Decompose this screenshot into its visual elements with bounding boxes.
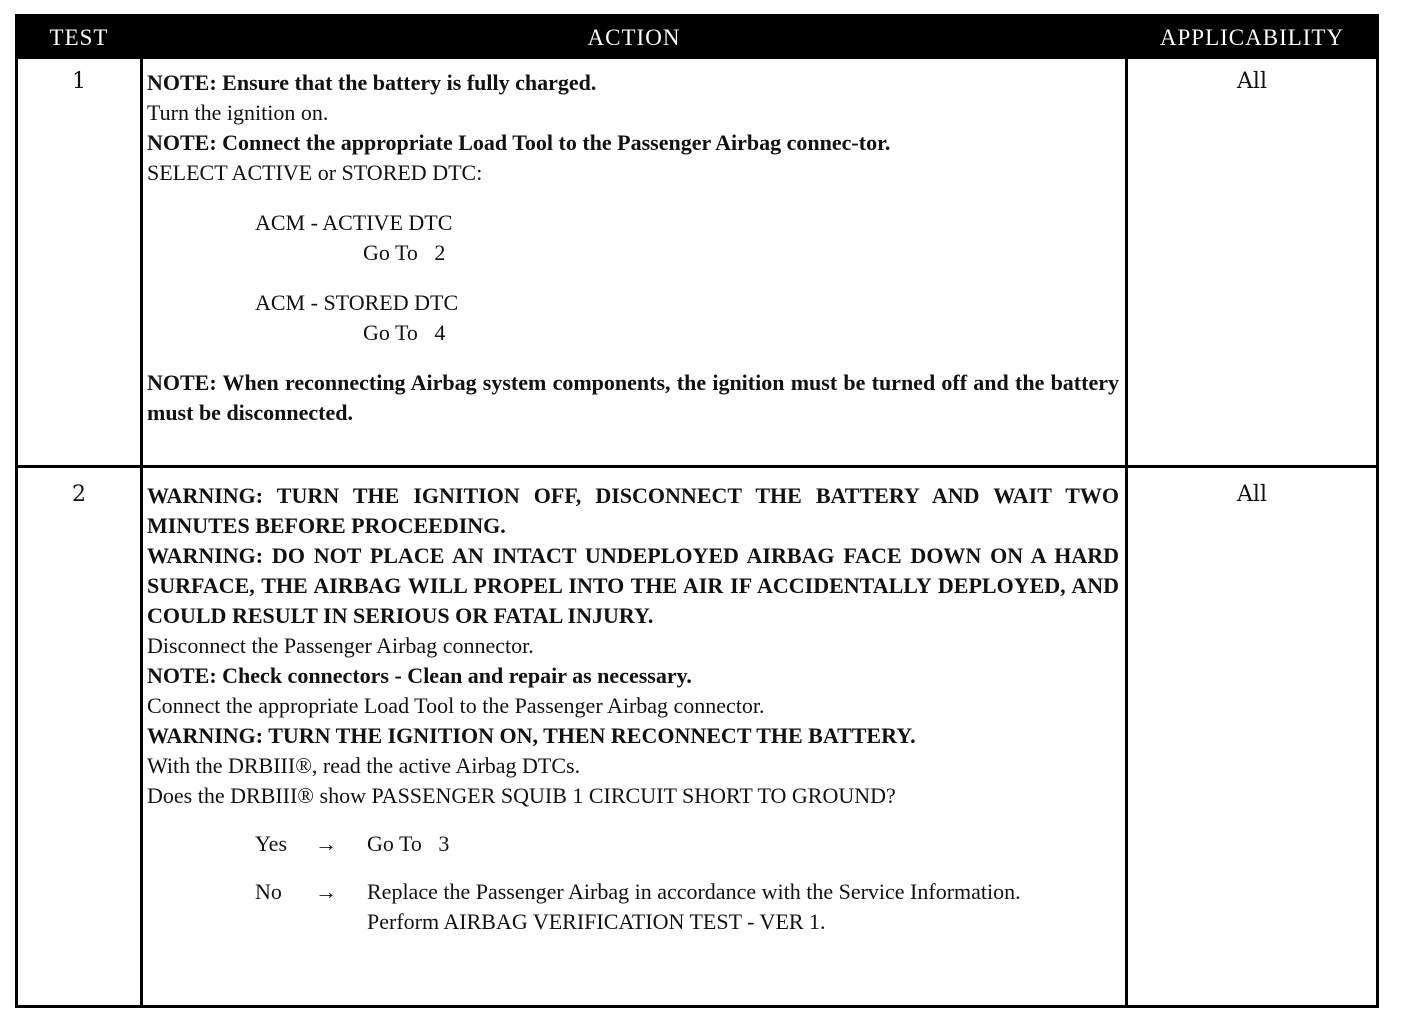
header-action: ACTION	[587, 25, 681, 50]
instruction-line: SELECT ACTIVE or STORED DTC:	[147, 160, 483, 185]
note-line: NOTE: Ensure that the battery is fully charged.	[147, 70, 597, 95]
goto-link: Go To 4	[363, 320, 446, 345]
option-label: ACM - ACTIVE DTC	[255, 210, 453, 235]
instruction-line: Connect the appropriate Load Tool to the Passenger Airbag connector.	[147, 693, 765, 718]
arrow-icon: →	[315, 879, 337, 904]
header-test: TEST	[49, 25, 109, 50]
goto-link: Go To 3	[367, 831, 450, 856]
instruction-line: With the DRBIII®, read the active Airbag DTCs.	[147, 753, 581, 778]
option-label: No	[255, 879, 282, 904]
option-result	[367, 877, 1119, 937]
procedure-table	[15, 14, 1379, 1008]
applicability-value: All	[1237, 69, 1267, 94]
warning-line: WARNING: TURN THE IGNITION OFF, DISCONNECT THE BATTERY AND WAIT TWO MINUTES BEFORE PROCEEDING.	[147, 483, 1119, 538]
action-cell	[147, 68, 1119, 428]
table-row	[18, 59, 1376, 465]
table-row	[18, 468, 1376, 1005]
instruction-line: Disconnect the Passenger Airbag connector.	[147, 633, 534, 658]
note-line: NOTE: Connect the appropriate Load Tool to the Passenger Airbag connec-tor.	[147, 130, 891, 155]
note-line: NOTE: Check connectors - Clean and repair as necessary.	[147, 663, 692, 688]
option-yes	[147, 829, 1119, 859]
option-label: ACM - STORED DTC	[255, 290, 459, 315]
action-cell	[147, 481, 1119, 937]
question-line: Does the DRBIII® show PASSENGER SQUIB 1 CIRCUIT SHORT TO GROUND?	[147, 783, 896, 808]
option-label: Yes	[255, 831, 288, 856]
goto-link: Go To 2	[363, 240, 446, 265]
note-line: NOTE: When reconnecting Airbag system components, the ignition must be turned off and the battery must be disconnected.	[147, 370, 1119, 425]
header-applicability: APPLICABILITY	[1159, 25, 1345, 50]
test-number: 1	[72, 69, 86, 94]
table-header	[18, 17, 1376, 59]
result-text: Replace the Passenger Airbag in accordance with the Service Information.	[367, 879, 1021, 904]
applicability-value: All	[1237, 482, 1267, 507]
test-number: 2	[72, 482, 86, 507]
warning-line: WARNING: TURN THE IGNITION ON, THEN RECONNECT THE BATTERY.	[147, 723, 916, 748]
instruction-line: Turn the ignition on.	[147, 100, 329, 125]
result-extra: Perform AIRBAG VERIFICATION TEST - VER 1.	[367, 909, 826, 934]
arrow-icon: →	[315, 831, 337, 856]
option-no	[147, 877, 1119, 937]
warning-line: WARNING: DO NOT PLACE AN INTACT UNDEPLOYED AIRBAG FACE DOWN ON A HARD SURFACE, THE AIRBAG WILL PROPEL INTO THE AIR IF ACCIDENTALLY DEPLOYED, AND COULD RESULT IN SERIOUS OR FATAL INJURY.	[147, 543, 1119, 628]
